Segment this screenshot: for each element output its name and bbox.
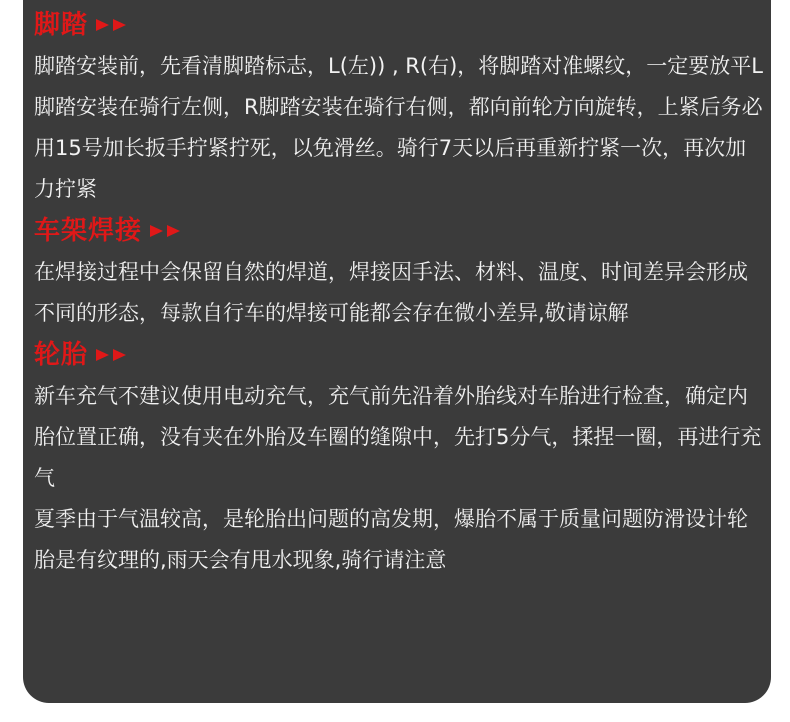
arrow-right-icon xyxy=(150,225,163,237)
section-paragraph: 新车充气不建议使用电动充气，充气前先沿着外胎线对车胎进行检查，确定内胎位置正确，没有夹在外胎及车圈的缝隙中，先打5分气，揉捏一圈，再进行充气 xyxy=(34,384,762,490)
section-tire xyxy=(34,334,765,581)
section-title: 车架焊接 xyxy=(34,216,143,246)
section-title: 轮胎 xyxy=(34,340,89,370)
section-paragraph: 夏季由于气温较高，是轮胎出问题的高发期，爆胎不属于质量问题防滑设计轮胎是有纹理的,雨天会有甩水现象,骑行请注意 xyxy=(34,507,748,572)
section-heading xyxy=(34,4,765,46)
section-paragraph: 在焊接过程中会保留自然的焊道，焊接因手法、材料、温度、时间差异会形成不同的形态，每款自行车的焊接可能都会存在微小差异,敬请谅解 xyxy=(34,260,748,325)
arrow-right-icon xyxy=(96,19,109,31)
arrow-right-icon xyxy=(113,19,126,31)
section-heading xyxy=(34,334,765,376)
arrow-right-icon xyxy=(167,225,180,237)
section-pedal xyxy=(34,4,765,210)
arrow-right-icon xyxy=(113,349,126,361)
section-heading xyxy=(34,210,765,252)
section-title: 脚踏 xyxy=(34,10,89,40)
double-arrow-icon xyxy=(150,225,184,237)
double-arrow-icon xyxy=(96,19,130,31)
double-arrow-icon xyxy=(96,349,130,361)
arrow-right-icon xyxy=(96,349,109,361)
section-frame-welding xyxy=(34,210,765,334)
notice-panel xyxy=(23,0,771,703)
section-paragraph: 脚踏安装前，先看清脚踏标志，L(左)) , R(右)，将脚踏对准螺纹，一定要放平L脚踏安装在骑行左侧，R脚踏安装在骑行右侧，都向前轮方向旋转，上紧后务必用15号加长扳手拧紧拧死，以免滑丝。骑行7天以后再重新拧紧一次，再次加力拧紧 xyxy=(34,54,763,201)
